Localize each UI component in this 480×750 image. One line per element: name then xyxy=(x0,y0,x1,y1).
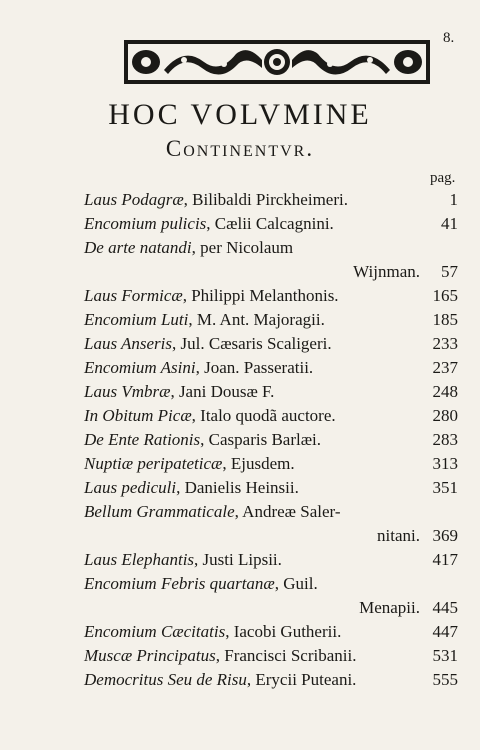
toc-entry-work-title: Bellum Grammaticale xyxy=(84,502,235,521)
pag-label: pag. xyxy=(430,170,456,186)
toc-entry-author: , Cælii Calcagnini. xyxy=(206,214,334,233)
toc-entry xyxy=(84,382,458,406)
toc-entry-author: , Justi Lipsii. xyxy=(194,550,282,569)
toc-entry-author: , Jani Dousæ F. xyxy=(170,382,275,401)
toc-entry-page: 555 xyxy=(432,670,458,689)
toc-entry-page: 57 xyxy=(441,262,458,281)
toc-entry xyxy=(84,622,458,646)
toc-entry-work-title: Encomium Cæcitatis xyxy=(84,622,226,641)
toc-entry-continuation: Menapii. xyxy=(359,598,420,617)
toc-entry-work-title: Democritus Seu de Risu xyxy=(84,670,247,689)
toc-entry-page: 369 xyxy=(432,526,458,545)
toc-entry-work-title: Laus Anseris xyxy=(84,334,173,353)
toc-entry-page: 531 xyxy=(432,646,458,665)
toc-entry-page: 445 xyxy=(432,598,458,617)
toc-entry xyxy=(84,526,458,550)
toc-entry-author: , Bilibaldi Pirckheimeri. xyxy=(183,190,348,209)
page-number: 8. xyxy=(443,30,455,46)
toc-entry-page: 313 xyxy=(432,454,458,473)
toc-entry xyxy=(84,430,458,454)
toc-entry-page: 447 xyxy=(432,622,458,641)
toc-entry-page: 41 xyxy=(441,214,458,233)
toc-entry-page: 280 xyxy=(432,406,458,425)
toc-entry-work-title: In Obitum Picæ xyxy=(84,406,192,425)
toc-entry-page: 351 xyxy=(432,478,458,497)
toc-entry xyxy=(84,190,458,214)
toc-entry-page: 237 xyxy=(432,358,458,377)
toc-entry-author: , Ejusdem. xyxy=(222,454,295,473)
toc-entry-author: , Jul. Cæsaris Scaligeri. xyxy=(172,334,332,353)
toc-entry-author: , Italo quodã auctore. xyxy=(191,406,336,425)
toc-entry-continuation: Wijnman. xyxy=(353,262,420,281)
toc-entry xyxy=(84,238,458,262)
toc-entry-continuation: nitani. xyxy=(377,526,420,545)
toc-entry-author: , Iacobi Gutherii. xyxy=(225,622,342,641)
table-of-contents xyxy=(84,190,458,694)
toc-entry xyxy=(84,454,458,478)
toc-entry xyxy=(84,478,458,502)
toc-entry xyxy=(84,334,458,358)
toc-entry-work-title: Encomium pulicis xyxy=(84,214,207,233)
toc-entry-work-title: Laus pediculi xyxy=(84,478,177,497)
page-title: HOC VOLVMINE xyxy=(108,98,372,131)
toc-entry-author: , Guil. xyxy=(274,574,318,593)
toc-entry-work-title: Laus Formicæ xyxy=(84,286,183,305)
toc-entry xyxy=(84,214,458,238)
toc-entry-page: 185 xyxy=(432,310,458,329)
headpiece-ornament-icon xyxy=(124,40,430,84)
toc-entry-author: , Casparis Barlæi. xyxy=(200,430,322,449)
toc-entry xyxy=(84,406,458,430)
toc-entry-work-title: Encomium Febris quartanæ xyxy=(84,574,275,593)
toc-entry xyxy=(84,646,458,670)
toc-entry-author: , Philippi Melanthonis. xyxy=(182,286,339,305)
toc-entry-work-title: De Ente Rationis xyxy=(84,430,201,449)
toc-entry-author: , Andreæ Saler- xyxy=(234,502,341,521)
toc-entry xyxy=(84,502,458,526)
toc-entry-author: , Joan. Passeratii. xyxy=(195,358,314,377)
toc-entry xyxy=(84,358,458,382)
toc-entry-work-title: Nuptiæ peripateticæ xyxy=(84,454,223,473)
toc-entry xyxy=(84,286,458,310)
toc-entry-author: , Erycii Puteani. xyxy=(246,670,357,689)
toc-entry-work-title: De arte natandi xyxy=(84,238,192,257)
toc-entry xyxy=(84,550,458,574)
toc-entry-page: 417 xyxy=(432,550,458,569)
toc-entry-author: , per Nicolaum xyxy=(191,238,294,257)
toc-entry xyxy=(84,598,458,622)
toc-entry xyxy=(84,574,458,598)
toc-entry-author: , M. Ant. Majoragii. xyxy=(188,310,325,329)
toc-entry-author: , Danielis Heinsii. xyxy=(176,478,299,497)
toc-entry-page: 1 xyxy=(449,190,458,209)
toc-entry-work-title: Laus Podagræ xyxy=(84,190,184,209)
toc-entry xyxy=(84,670,458,694)
toc-entry-page: 165 xyxy=(432,286,458,305)
toc-entry xyxy=(84,262,458,286)
toc-entry-work-title: Encomium Luti xyxy=(84,310,189,329)
toc-entry xyxy=(84,310,458,334)
toc-entry-work-title: Laus Elephantis xyxy=(84,550,195,569)
toc-entry-work-title: Encomium Asini xyxy=(84,358,196,377)
toc-entry-page: 233 xyxy=(432,334,458,353)
toc-entry-page: 248 xyxy=(432,382,458,401)
toc-entry-author: , Francisci Scribanii. xyxy=(215,646,357,665)
toc-entry-work-title: Laus Vmbræ xyxy=(84,382,171,401)
toc-entry-page: 283 xyxy=(432,430,458,449)
toc-entry-work-title: Muscæ Principatus xyxy=(84,646,216,665)
page-subtitle: Continentvr. xyxy=(165,136,315,161)
